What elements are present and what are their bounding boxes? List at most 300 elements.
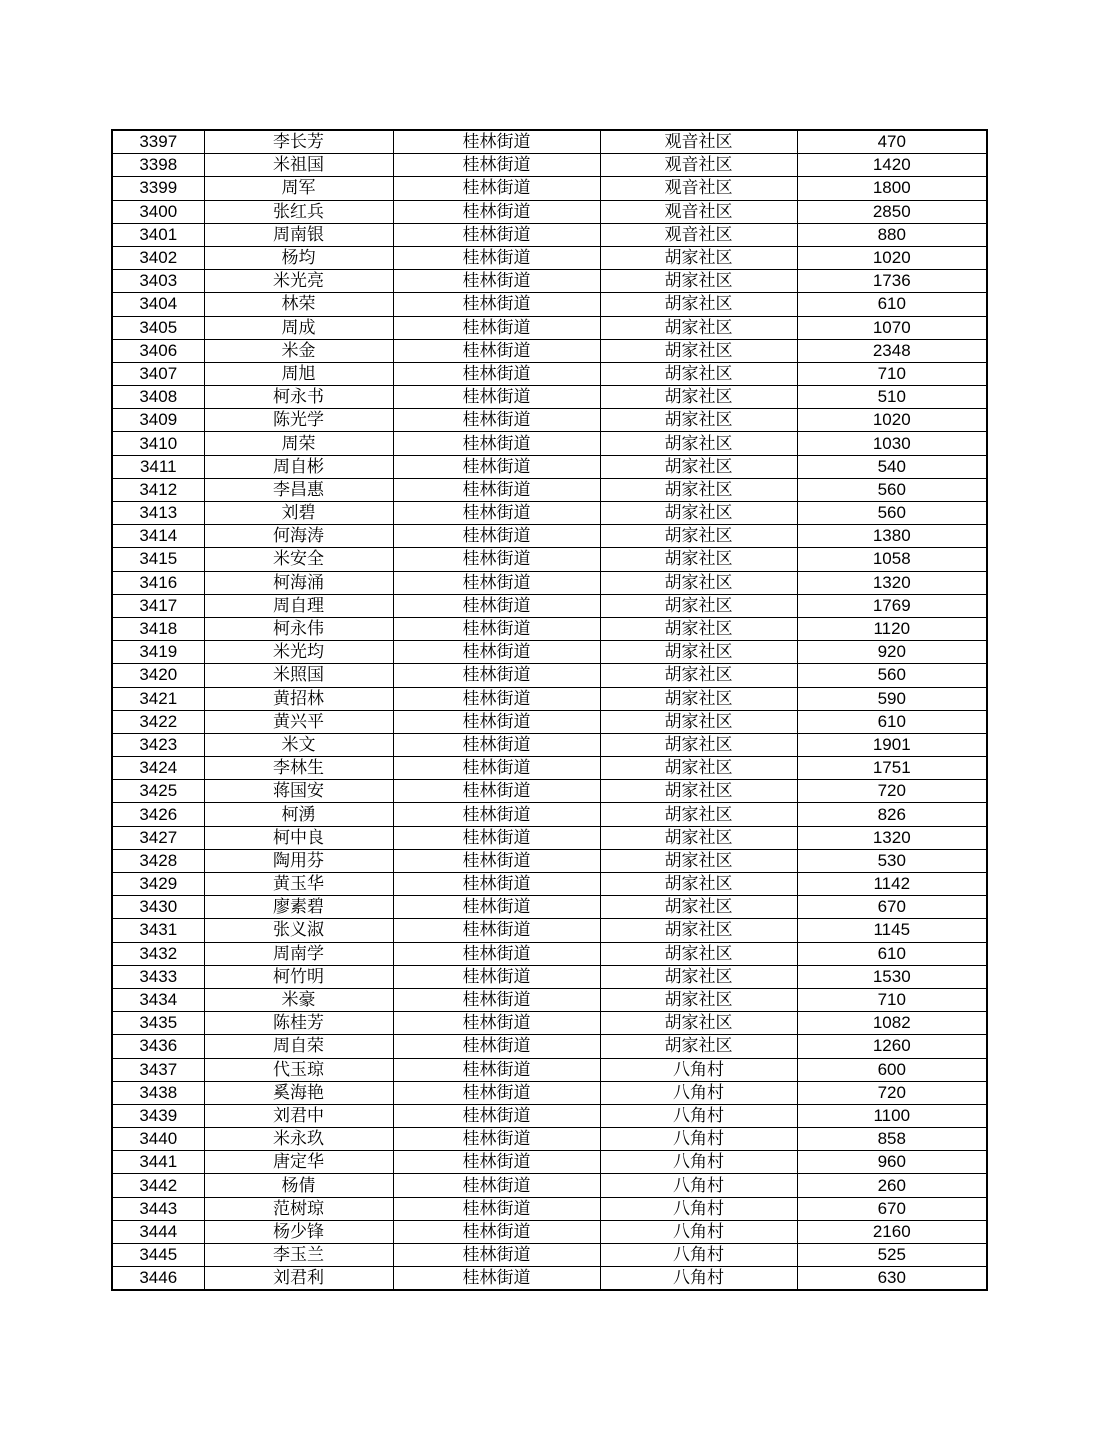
amount-cell: 1145 bbox=[797, 919, 987, 942]
row-number-cell: 3428 bbox=[112, 849, 204, 872]
amount-cell: 720 bbox=[797, 780, 987, 803]
street-cell: 桂林街道 bbox=[393, 316, 600, 339]
amount-cell: 2160 bbox=[797, 1220, 987, 1243]
name-cell: 陈桂芳 bbox=[204, 1012, 393, 1035]
amount-cell: 260 bbox=[797, 1174, 987, 1197]
table-row bbox=[112, 1104, 987, 1127]
community-cell: 胡家社区 bbox=[600, 571, 797, 594]
community-cell: 胡家社区 bbox=[600, 548, 797, 571]
row-number-cell: 3419 bbox=[112, 641, 204, 664]
amount-cell: 1736 bbox=[797, 270, 987, 293]
amount-cell: 710 bbox=[797, 362, 987, 385]
name-cell: 刘君利 bbox=[204, 1267, 393, 1291]
table-row bbox=[112, 525, 987, 548]
name-cell: 杨倩 bbox=[204, 1174, 393, 1197]
name-cell: 米光亮 bbox=[204, 270, 393, 293]
community-cell: 观音社区 bbox=[600, 130, 797, 154]
amount-cell: 1082 bbox=[797, 1012, 987, 1035]
street-cell: 桂林街道 bbox=[393, 1058, 600, 1081]
amount-cell: 1530 bbox=[797, 965, 987, 988]
table-row bbox=[112, 177, 987, 200]
street-cell: 桂林街道 bbox=[393, 873, 600, 896]
row-number-cell: 3410 bbox=[112, 432, 204, 455]
community-cell: 胡家社区 bbox=[600, 432, 797, 455]
table-row bbox=[112, 1035, 987, 1058]
community-cell: 八角村 bbox=[600, 1267, 797, 1291]
table-body bbox=[112, 130, 987, 1290]
name-cell: 柯永伟 bbox=[204, 617, 393, 640]
table-row bbox=[112, 339, 987, 362]
community-cell: 胡家社区 bbox=[600, 687, 797, 710]
community-cell: 胡家社区 bbox=[600, 896, 797, 919]
amount-cell: 630 bbox=[797, 1267, 987, 1291]
table-row bbox=[112, 316, 987, 339]
row-number-cell: 3429 bbox=[112, 873, 204, 896]
table-row bbox=[112, 1220, 987, 1243]
table-row bbox=[112, 409, 987, 432]
table-row bbox=[112, 641, 987, 664]
community-cell: 胡家社区 bbox=[600, 270, 797, 293]
community-cell: 胡家社区 bbox=[600, 942, 797, 965]
row-number-cell: 3436 bbox=[112, 1035, 204, 1058]
table-row bbox=[112, 896, 987, 919]
amount-cell: 590 bbox=[797, 687, 987, 710]
table-row bbox=[112, 1081, 987, 1104]
amount-cell: 1020 bbox=[797, 246, 987, 269]
row-number-cell: 3407 bbox=[112, 362, 204, 385]
community-cell: 观音社区 bbox=[600, 154, 797, 177]
row-number-cell: 3432 bbox=[112, 942, 204, 965]
street-cell: 桂林街道 bbox=[393, 432, 600, 455]
amount-cell: 1142 bbox=[797, 873, 987, 896]
street-cell: 桂林街道 bbox=[393, 154, 600, 177]
street-cell: 桂林街道 bbox=[393, 409, 600, 432]
data-table bbox=[111, 129, 988, 1291]
name-cell: 米文 bbox=[204, 733, 393, 756]
table-row bbox=[112, 826, 987, 849]
amount-cell: 1800 bbox=[797, 177, 987, 200]
street-cell: 桂林街道 bbox=[393, 246, 600, 269]
name-cell: 米安全 bbox=[204, 548, 393, 571]
street-cell: 桂林街道 bbox=[393, 270, 600, 293]
community-cell: 胡家社区 bbox=[600, 988, 797, 1011]
row-number-cell: 3399 bbox=[112, 177, 204, 200]
community-cell: 胡家社区 bbox=[600, 965, 797, 988]
table-row bbox=[112, 1058, 987, 1081]
table-row bbox=[112, 130, 987, 154]
amount-cell: 2348 bbox=[797, 339, 987, 362]
table-row bbox=[112, 1197, 987, 1220]
name-cell: 蒋国安 bbox=[204, 780, 393, 803]
amount-cell: 880 bbox=[797, 223, 987, 246]
name-cell: 杨少锋 bbox=[204, 1220, 393, 1243]
amount-cell: 600 bbox=[797, 1058, 987, 1081]
table-row bbox=[112, 386, 987, 409]
name-cell: 黄玉华 bbox=[204, 873, 393, 896]
table-row bbox=[112, 687, 987, 710]
name-cell: 陶用芬 bbox=[204, 849, 393, 872]
amount-cell: 610 bbox=[797, 293, 987, 316]
community-cell: 胡家社区 bbox=[600, 293, 797, 316]
name-cell: 米照国 bbox=[204, 664, 393, 687]
street-cell: 桂林街道 bbox=[393, 1220, 600, 1243]
amount-cell: 670 bbox=[797, 1197, 987, 1220]
amount-cell: 2850 bbox=[797, 200, 987, 223]
community-cell: 胡家社区 bbox=[600, 849, 797, 872]
street-cell: 桂林街道 bbox=[393, 130, 600, 154]
row-number-cell: 3433 bbox=[112, 965, 204, 988]
community-cell: 八角村 bbox=[600, 1128, 797, 1151]
row-number-cell: 3426 bbox=[112, 803, 204, 826]
table-row bbox=[112, 988, 987, 1011]
community-cell: 胡家社区 bbox=[600, 757, 797, 780]
amount-cell: 1769 bbox=[797, 594, 987, 617]
community-cell: 胡家社区 bbox=[600, 710, 797, 733]
amount-cell: 1260 bbox=[797, 1035, 987, 1058]
row-number-cell: 3421 bbox=[112, 687, 204, 710]
table-row bbox=[112, 1151, 987, 1174]
name-cell: 周南银 bbox=[204, 223, 393, 246]
amount-cell: 510 bbox=[797, 386, 987, 409]
name-cell: 唐定华 bbox=[204, 1151, 393, 1174]
table-row bbox=[112, 594, 987, 617]
community-cell: 胡家社区 bbox=[600, 617, 797, 640]
name-cell: 米豪 bbox=[204, 988, 393, 1011]
community-cell: 观音社区 bbox=[600, 223, 797, 246]
table-row bbox=[112, 478, 987, 501]
table-row bbox=[112, 548, 987, 571]
community-cell: 胡家社区 bbox=[600, 362, 797, 385]
name-cell: 杨均 bbox=[204, 246, 393, 269]
amount-cell: 670 bbox=[797, 896, 987, 919]
name-cell: 黄兴平 bbox=[204, 710, 393, 733]
name-cell: 李林生 bbox=[204, 757, 393, 780]
street-cell: 桂林街道 bbox=[393, 965, 600, 988]
row-number-cell: 3443 bbox=[112, 1197, 204, 1220]
table-row bbox=[112, 455, 987, 478]
name-cell: 周荣 bbox=[204, 432, 393, 455]
street-cell: 桂林街道 bbox=[393, 339, 600, 362]
amount-cell: 1020 bbox=[797, 409, 987, 432]
community-cell: 观音社区 bbox=[600, 177, 797, 200]
community-cell: 八角村 bbox=[600, 1081, 797, 1104]
community-cell: 胡家社区 bbox=[600, 409, 797, 432]
table-row bbox=[112, 710, 987, 733]
name-cell: 张义淑 bbox=[204, 919, 393, 942]
row-number-cell: 3414 bbox=[112, 525, 204, 548]
name-cell: 范树琼 bbox=[204, 1197, 393, 1220]
name-cell: 陈光学 bbox=[204, 409, 393, 432]
table-row bbox=[112, 154, 987, 177]
table-row bbox=[112, 780, 987, 803]
street-cell: 桂林街道 bbox=[393, 942, 600, 965]
table-row bbox=[112, 270, 987, 293]
name-cell: 米光均 bbox=[204, 641, 393, 664]
amount-cell: 560 bbox=[797, 664, 987, 687]
amount-cell: 530 bbox=[797, 849, 987, 872]
community-cell: 胡家社区 bbox=[600, 1035, 797, 1058]
row-number-cell: 3444 bbox=[112, 1220, 204, 1243]
table-row bbox=[112, 942, 987, 965]
street-cell: 桂林街道 bbox=[393, 757, 600, 780]
amount-cell: 1100 bbox=[797, 1104, 987, 1127]
name-cell: 柯中良 bbox=[204, 826, 393, 849]
amount-cell: 1120 bbox=[797, 617, 987, 640]
row-number-cell: 3440 bbox=[112, 1128, 204, 1151]
table-row bbox=[112, 293, 987, 316]
table-row bbox=[112, 849, 987, 872]
street-cell: 桂林街道 bbox=[393, 386, 600, 409]
name-cell: 周旭 bbox=[204, 362, 393, 385]
row-number-cell: 3409 bbox=[112, 409, 204, 432]
name-cell: 米永玖 bbox=[204, 1128, 393, 1151]
community-cell: 胡家社区 bbox=[600, 339, 797, 362]
row-number-cell: 3411 bbox=[112, 455, 204, 478]
community-cell: 胡家社区 bbox=[600, 733, 797, 756]
street-cell: 桂林街道 bbox=[393, 1081, 600, 1104]
street-cell: 桂林街道 bbox=[393, 664, 600, 687]
street-cell: 桂林街道 bbox=[393, 641, 600, 664]
table-row bbox=[112, 502, 987, 525]
community-cell: 胡家社区 bbox=[600, 502, 797, 525]
name-cell: 林荣 bbox=[204, 293, 393, 316]
street-cell: 桂林街道 bbox=[393, 826, 600, 849]
row-number-cell: 3405 bbox=[112, 316, 204, 339]
name-cell: 柯湧 bbox=[204, 803, 393, 826]
street-cell: 桂林街道 bbox=[393, 780, 600, 803]
street-cell: 桂林街道 bbox=[393, 1104, 600, 1127]
name-cell: 代玉琼 bbox=[204, 1058, 393, 1081]
amount-cell: 560 bbox=[797, 502, 987, 525]
table-row bbox=[112, 664, 987, 687]
row-number-cell: 3434 bbox=[112, 988, 204, 1011]
row-number-cell: 3439 bbox=[112, 1104, 204, 1127]
data-table-container bbox=[111, 129, 988, 1291]
row-number-cell: 3412 bbox=[112, 478, 204, 501]
street-cell: 桂林街道 bbox=[393, 1151, 600, 1174]
table-row bbox=[112, 1244, 987, 1267]
table-row bbox=[112, 246, 987, 269]
amount-cell: 1420 bbox=[797, 154, 987, 177]
name-cell: 奚海艳 bbox=[204, 1081, 393, 1104]
street-cell: 桂林街道 bbox=[393, 502, 600, 525]
row-number-cell: 3401 bbox=[112, 223, 204, 246]
table-row bbox=[112, 432, 987, 455]
street-cell: 桂林街道 bbox=[393, 362, 600, 385]
name-cell: 周自彬 bbox=[204, 455, 393, 478]
row-number-cell: 3424 bbox=[112, 757, 204, 780]
street-cell: 桂林街道 bbox=[393, 223, 600, 246]
table-row bbox=[112, 733, 987, 756]
row-number-cell: 3420 bbox=[112, 664, 204, 687]
amount-cell: 1901 bbox=[797, 733, 987, 756]
row-number-cell: 3435 bbox=[112, 1012, 204, 1035]
street-cell: 桂林街道 bbox=[393, 1174, 600, 1197]
name-cell: 柯海涌 bbox=[204, 571, 393, 594]
table-row bbox=[112, 617, 987, 640]
amount-cell: 826 bbox=[797, 803, 987, 826]
row-number-cell: 3406 bbox=[112, 339, 204, 362]
street-cell: 桂林街道 bbox=[393, 1012, 600, 1035]
name-cell: 米祖国 bbox=[204, 154, 393, 177]
street-cell: 桂林街道 bbox=[393, 177, 600, 200]
street-cell: 桂林街道 bbox=[393, 200, 600, 223]
table-row bbox=[112, 873, 987, 896]
amount-cell: 610 bbox=[797, 942, 987, 965]
table-row bbox=[112, 1174, 987, 1197]
row-number-cell: 3431 bbox=[112, 919, 204, 942]
row-number-cell: 3400 bbox=[112, 200, 204, 223]
row-number-cell: 3403 bbox=[112, 270, 204, 293]
row-number-cell: 3442 bbox=[112, 1174, 204, 1197]
name-cell: 廖素碧 bbox=[204, 896, 393, 919]
community-cell: 胡家社区 bbox=[600, 641, 797, 664]
community-cell: 八角村 bbox=[600, 1174, 797, 1197]
name-cell: 李昌惠 bbox=[204, 478, 393, 501]
name-cell: 周自荣 bbox=[204, 1035, 393, 1058]
street-cell: 桂林街道 bbox=[393, 548, 600, 571]
name-cell: 周成 bbox=[204, 316, 393, 339]
amount-cell: 1070 bbox=[797, 316, 987, 339]
row-number-cell: 3445 bbox=[112, 1244, 204, 1267]
row-number-cell: 3398 bbox=[112, 154, 204, 177]
row-number-cell: 3416 bbox=[112, 571, 204, 594]
street-cell: 桂林街道 bbox=[393, 1035, 600, 1058]
street-cell: 桂林街道 bbox=[393, 293, 600, 316]
street-cell: 桂林街道 bbox=[393, 896, 600, 919]
community-cell: 八角村 bbox=[600, 1151, 797, 1174]
street-cell: 桂林街道 bbox=[393, 478, 600, 501]
row-number-cell: 3404 bbox=[112, 293, 204, 316]
community-cell: 胡家社区 bbox=[600, 316, 797, 339]
amount-cell: 710 bbox=[797, 988, 987, 1011]
amount-cell: 1380 bbox=[797, 525, 987, 548]
community-cell: 胡家社区 bbox=[600, 803, 797, 826]
row-number-cell: 3425 bbox=[112, 780, 204, 803]
table-row bbox=[112, 571, 987, 594]
amount-cell: 1030 bbox=[797, 432, 987, 455]
row-number-cell: 3437 bbox=[112, 1058, 204, 1081]
community-cell: 八角村 bbox=[600, 1220, 797, 1243]
table-row bbox=[112, 919, 987, 942]
row-number-cell: 3413 bbox=[112, 502, 204, 525]
street-cell: 桂林街道 bbox=[393, 1197, 600, 1220]
street-cell: 桂林街道 bbox=[393, 988, 600, 1011]
table-row bbox=[112, 362, 987, 385]
table-row bbox=[112, 200, 987, 223]
street-cell: 桂林街道 bbox=[393, 733, 600, 756]
row-number-cell: 3441 bbox=[112, 1151, 204, 1174]
table-row bbox=[112, 803, 987, 826]
table-row bbox=[112, 1267, 987, 1291]
amount-cell: 1751 bbox=[797, 757, 987, 780]
name-cell: 刘碧 bbox=[204, 502, 393, 525]
community-cell: 胡家社区 bbox=[600, 919, 797, 942]
name-cell: 周自理 bbox=[204, 594, 393, 617]
community-cell: 八角村 bbox=[600, 1104, 797, 1127]
community-cell: 胡家社区 bbox=[600, 525, 797, 548]
name-cell: 米金 bbox=[204, 339, 393, 362]
street-cell: 桂林街道 bbox=[393, 571, 600, 594]
street-cell: 桂林街道 bbox=[393, 1244, 600, 1267]
name-cell: 张红兵 bbox=[204, 200, 393, 223]
street-cell: 桂林街道 bbox=[393, 919, 600, 942]
amount-cell: 610 bbox=[797, 710, 987, 733]
row-number-cell: 3418 bbox=[112, 617, 204, 640]
name-cell: 周军 bbox=[204, 177, 393, 200]
name-cell: 黄招林 bbox=[204, 687, 393, 710]
amount-cell: 560 bbox=[797, 478, 987, 501]
row-number-cell: 3415 bbox=[112, 548, 204, 571]
street-cell: 桂林街道 bbox=[393, 1128, 600, 1151]
community-cell: 胡家社区 bbox=[600, 780, 797, 803]
row-number-cell: 3422 bbox=[112, 710, 204, 733]
row-number-cell: 3438 bbox=[112, 1081, 204, 1104]
street-cell: 桂林街道 bbox=[393, 617, 600, 640]
community-cell: 胡家社区 bbox=[600, 1012, 797, 1035]
row-number-cell: 3397 bbox=[112, 130, 204, 154]
community-cell: 胡家社区 bbox=[600, 664, 797, 687]
name-cell: 柯永书 bbox=[204, 386, 393, 409]
amount-cell: 920 bbox=[797, 641, 987, 664]
community-cell: 胡家社区 bbox=[600, 826, 797, 849]
community-cell: 八角村 bbox=[600, 1197, 797, 1220]
table-row bbox=[112, 1012, 987, 1035]
row-number-cell: 3430 bbox=[112, 896, 204, 919]
community-cell: 观音社区 bbox=[600, 200, 797, 223]
row-number-cell: 3427 bbox=[112, 826, 204, 849]
amount-cell: 540 bbox=[797, 455, 987, 478]
amount-cell: 1320 bbox=[797, 826, 987, 849]
amount-cell: 1058 bbox=[797, 548, 987, 571]
amount-cell: 1320 bbox=[797, 571, 987, 594]
community-cell: 胡家社区 bbox=[600, 478, 797, 501]
street-cell: 桂林街道 bbox=[393, 455, 600, 478]
community-cell: 八角村 bbox=[600, 1244, 797, 1267]
row-number-cell: 3446 bbox=[112, 1267, 204, 1291]
row-number-cell: 3408 bbox=[112, 386, 204, 409]
row-number-cell: 3423 bbox=[112, 733, 204, 756]
table-row bbox=[112, 757, 987, 780]
street-cell: 桂林街道 bbox=[393, 849, 600, 872]
street-cell: 桂林街道 bbox=[393, 710, 600, 733]
name-cell: 周南学 bbox=[204, 942, 393, 965]
table-row bbox=[112, 1128, 987, 1151]
street-cell: 桂林街道 bbox=[393, 687, 600, 710]
name-cell: 柯竹明 bbox=[204, 965, 393, 988]
table-row bbox=[112, 223, 987, 246]
street-cell: 桂林街道 bbox=[393, 525, 600, 548]
name-cell: 刘君中 bbox=[204, 1104, 393, 1127]
community-cell: 胡家社区 bbox=[600, 873, 797, 896]
street-cell: 桂林街道 bbox=[393, 594, 600, 617]
row-number-cell: 3417 bbox=[112, 594, 204, 617]
amount-cell: 525 bbox=[797, 1244, 987, 1267]
amount-cell: 960 bbox=[797, 1151, 987, 1174]
amount-cell: 720 bbox=[797, 1081, 987, 1104]
name-cell: 何海涛 bbox=[204, 525, 393, 548]
community-cell: 八角村 bbox=[600, 1058, 797, 1081]
community-cell: 胡家社区 bbox=[600, 246, 797, 269]
community-cell: 胡家社区 bbox=[600, 455, 797, 478]
amount-cell: 470 bbox=[797, 130, 987, 154]
street-cell: 桂林街道 bbox=[393, 803, 600, 826]
name-cell: 李玉兰 bbox=[204, 1244, 393, 1267]
street-cell: 桂林街道 bbox=[393, 1267, 600, 1291]
amount-cell: 858 bbox=[797, 1128, 987, 1151]
name-cell: 李长芳 bbox=[204, 130, 393, 154]
community-cell: 胡家社区 bbox=[600, 594, 797, 617]
